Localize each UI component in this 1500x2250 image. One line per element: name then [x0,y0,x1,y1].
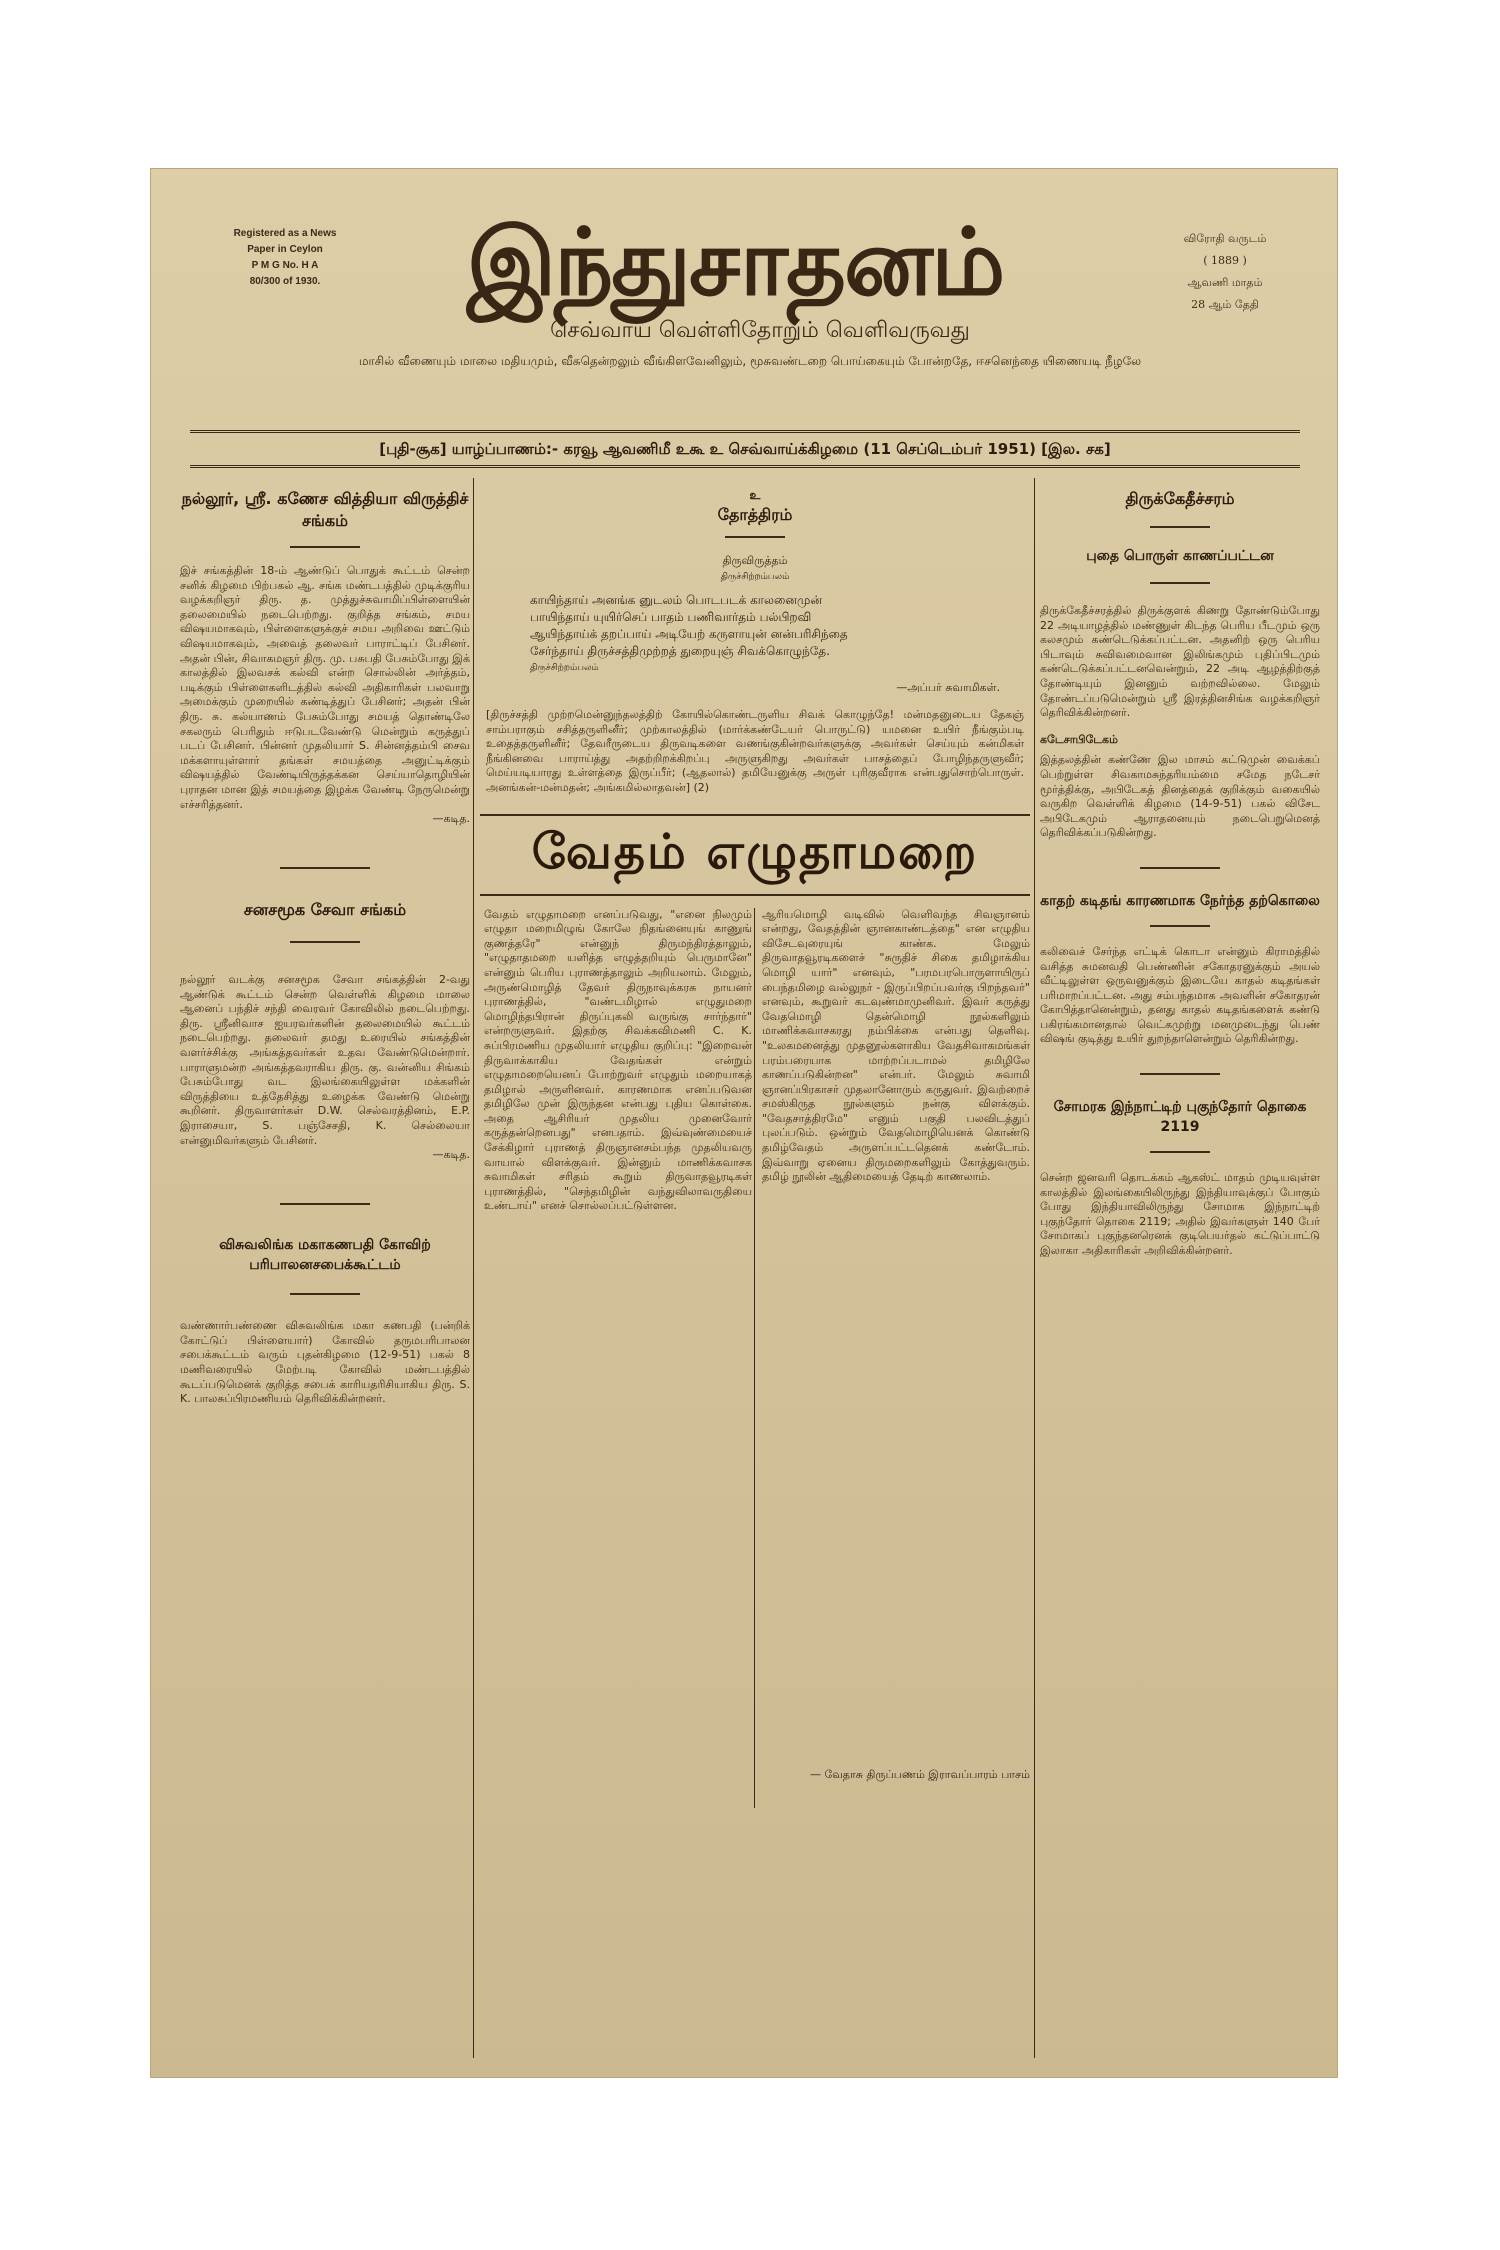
issue-meta [1130,228,1320,316]
divider [280,867,370,869]
subcolumn-divider [754,908,755,1808]
poem-author: —அப்பர் சுவாமிகள். [896,681,1000,694]
article-body: நல்லூர் வடக்கு சனசமூக சேவா சங்கத்தின் 2-வது ஆண்டுக் கூட்டம் சென்ற வெள்ளிக் கிழமை மாலை ஆனைப் பந்திச் சந்தி வைரவர் கோவிலில் நடைபெற்றது. திரு. ஸ்ரீனிவாச ஐயரவர்களின் தலைமையில் கூட்டம் நடைபெற்றது. தலைவர் தமது உரையில் சங்கத்தின் வளர்ச்சிக்கு அங்கத்தவர்கள் உதவ வேண்டுமென்றார். பாராளுமன்ற அங்கத்தவராகிய திரு. கு. வன்னிய சிங்கம் பேசும்போது வட இலங்கையிலுள்ள மக்களின் விருத்தியை உத்தேசித்து உழைக்க வேண்டு மென்று கூறினர். திருவாளர்கள் D.W. செல்வரத்தினம், E.P. இராசையா, S. பஞ்சேசதி, K. செல்லையா என்னுமிவர்களும் பேசினர். [180,973,470,1147]
feature-column-2: ஆரியமொழி வடிவில் வெளிவந்த சிவஞானம் என்றது, வேதத்தின் ஞானகாண்டத்தை" என எழுதிய விசேடவுரையுங் காண்க. மேலும் திருவாதவூரடிகளைச் "சுருதிச் சிகை தமிழாக்கிய மொழி யார்" எனவும், "பரமபரபொருளாயிருப் பைந்தமிழை வல்லுநர் - இருப்பிறப்பவர்கு பிறந்தவர்" எனவும், கூறுவர் கடவுண்மாமுனிவர். இவர் கருத்து வேதமொழி தென்மொழி நூல்களிலும் மாணிக்கவாசகரது நம்பிக்கை என்பது தெளிவு. "உலகமனைத்து முதனூல்களாகிய வேதசிவாகமங்கள் பரம்பரையாக மாற்றப்படாமல் தமிழிலே காணப்படுகின்றன" என்பர். மேலும் சுவாமி ஞானப்பிரகாசர் முதலானோரும் கருதுவர். இவற்றைச் சமஸ்கிருத நூல்களும் நன்கு விளக்கும். "வேதசாத்திரமே" எனும் பகுதி பலவிடத்துப் புலப்படும். ஒன்றும் வேதமொழியெனக் கொண்டு தமிழ்வேதம் அருளப்பட்டதெனக் கண்டோம். இவ்வாறு ஏனைய திருமறைகளிலும் கோத்துவரும். தமிழ் நூலின் ஆதிமையைத் தேடிற் காணலாம். [762,907,1030,1184]
registration-line-4: 80/300 of 1930. [249,276,321,287]
article-heading: சனசமூக சேவா சங்கம் [243,900,407,920]
article-heading: திருக்கேதீச்சரம் [1125,489,1235,508]
article-body: இச் சங்கத்தின் 18-ம் ஆண்டுப் பொதுக் கூட்டம் சென்ற சனிக் கிழமை பிற்பகல் ஆ. சங்க மண்டபத்தில் முடிக்குரிய வழக்கறிஞர் திரு. த. முத்துச்சுவாமிப்பிள்ளையின் தலைமையில் நடைபெற்றது. குறித்த சங்கம், சமய விஷயமாகவும், பிள்ளைகளுக்குச் சமய அறிவை ஊட்டும் விஷயமாகவும், அவைத் தலைவர் பாராட்டிப் பேசினர். அதன் பின், சிவாகமஞர் திரு. மு. பசுபதி பேசும்போது இக் காலத்தில் இலவசக் கல்வி என்ற சொல்லின் அர்த்தம், படிக்கும் பிள்ளைகளிடத்தில் கல்வி அதிகாரிகள் பலவாறு அமைக்கும் முறையில் கண்டித்துப் பேசினர்; அதன் பின் திரு. சு. கல்யாணம் பேசும்போது சமயத் தொண்டிலே சகலரும் பெரிதும் ஈடுபடவேண்டு மென்றும் கருத்துப் படப் பேசினர். பின்னர் முதலியார் S. சின்னத்தம்பி சைவ மக்களாயுள்ளார் தங்கள் சமயத்தை அனுட்டிக்கும் விஷயத்தில் வேண்டியிருத்தக்கன செய்யாதொழியின் புராதன மான இத் சமயத்தை இழக்க வேண்டி நேருமென்று எச்சரித்தனர். [180,564,470,811]
registration-note [210,226,360,290]
feature-headline: வேதம் எழுதாமறை [480,814,1030,896]
article-subheading: கடேசாபிடேகம் [1040,732,1118,746]
divider [290,546,360,548]
issue-day: 28 ஆம் தேதி [1191,298,1259,311]
feature-column-1: வேதம் எழுதாமறை எனப்படுவது, "எனை நிலமும் எழுதா மறைமிழுங் கோலே நிதங்னையுங் காணுங் குணத்தரே" என்னுந் திருமந்திரத்தாலும், "எழுதாதமறை யளித்த எழுத்தறியும் பெருமானே" என்னும் பெரிய புராணத்தாலும் அறியலாம். மேலும், அருண்மொழித் தேவர் திருநாவுக்கரசு நாயனர் புராணத்தில், "வண்டமிழால் எழுதுமறை மொழிந்தபிரான் திருப்புகலி வருங்கு சார்ந்தார்" என்றருளுவர். இதற்கு சிவக்கவிமணி C. K. சுப்பிரமணிய முதலியார் எழுதிய குறிப்பு: "இறைவன் திருவாக்காகிய வேதங்கள் என்றும் எழுதாமறையெனப் போற்றுவர் எழுதும் மறையாகத் தமிழால் அருளினவர். காரணமாக எனப்படுவன தமிழிலே முன் இருந்தன என்பது புதிய கொள்கை. அதை ஆசிரியர் முதலிய முனைவோர் கருத்தன்றெனபது" எனபதாம். இவ்வுண்மையைச் சேக்கிழார் புராணத் திருஞானசம்பந்த முதலியவரு வாயால் விளக்குவர். இன்னும் மாணிக்கவாசக சுவாமிகள் சரிதம் கூறும் திருவாதவூரடிகள் புராணத்தில், "செந்தமிழின் வந்துவிலாவருதியை உண்டாய்" எனச் சொல்லப்பட்டுள்ளன. [484,907,752,1213]
publication-frequency: செவ்வாய் வெள்ளிதோறும் வெளிவருவது [550,318,970,343]
left-column [180,488,470,2058]
poem-line: காயிந்தாய் அனங்க னுடலம் பொடபடக் காலனைமுன் [530,593,822,607]
registration-line-3: P M G No. H A [251,260,319,271]
poem-line: ஆயிந்தாய்க் தறப்பாய் அடியேற் கருளாயுன் னன்பரிசிந்தை [530,627,848,641]
article-heading: சோமரக இந்நாட்டிற் புகுந்தோர் தொகை 2119 [1053,1099,1307,1136]
article-heading: நல்லூர், ஸ்ரீ. கணேச வித்தியா விருத்திச் சங்கம் [181,489,469,530]
right-column [1040,488,1320,2058]
article-body: இத்தலத்தின் கண்ணே இல மாசம் கட்டுமுன் வைக்கப் பெற்றுள்ள சிவகாமசுந்தரியம்மை சமேத நடேசர் மூர்த்திக்கு, அபிடேகத் தினத்தைக் குறிக்கும் வகையில் வருகிற வெள்ளிக் கிழமை (14-9-51) பகல் விசேட அபிடேகமும் ஆராதனையும் நடைபெறுமெனத் தெரிவிக்கப்படுகின்றது. [1040,753,1320,840]
poem-label: திருவிருத்தம் [722,554,788,567]
poem [480,586,1030,677]
masthead-motto: மாசில் வீணையும் மாலை மதியமும், வீசுதென்றலும் வீங்கிளவேனிலும், மூசுவண்டறை பொய்கையும் போன்றதே, ஈசனெந்தை யிணையடி நீழலே [358,354,1142,368]
newspaper-title: இந்துசாதனம் [466,209,1004,316]
article-heading: விசுவலிங்க மகாகணபதி கோவிற் பரிபாலனசபைக்கூட்டம் [219,1237,431,1274]
divider [1150,582,1210,584]
divider [1140,1073,1220,1075]
article-body: வண்ணார்பண்ணை விசுவலிங்க மகா கணபதி (பன்றிக் கோட்டுப் பிள்ளையார்) கோவில் தருமபரிபாலன சபைக்கூட்டம் வரும் புதன்கிழமை (12-9-51) பகல் 8 மணிவரையில் மேற்படி கோவில் மண்டபத்தில் கூடப்படுமெனக் குறித்த சபைக் காரியதரிசியாகிய திரு. S. K. பாலசுப்பிரமணியம் தெரிவிக்கின்றனர். [180,1319,470,1406]
article-body: திருக்கேதீச்சரத்தில் திருக்குளக் கிணறு தோண்டும்போது 22 அடியாழத்தில் மண்ணுள் கிடந்த பெரிய பீடமும் ஒரு கலசமும் கண்டெடுக்கப்பட்டன. அதனிற் ஒரு பெரிய பிடாவும் சுவிவமைவான இலிங்கமும் புதிப்பிடமும் கண்டெடுக்கப்பட்டனவென்றும், 22 அடி ஆழத்திற்குத் தோண்டியும் இனனும் வற்றவில்லை. மேலும் தோண்டப்படுமென்றும் ஸ்ரீ இரத்தினசிங்க வழக்கறிஞர் தெரிவிக்கின்றனர். [1040,604,1320,720]
article-heading: காதற் கடிதங் காரணமாக நேர்ந்த தற்கொலை [1040,892,1320,909]
poem-line: பாயிந்தாய் யுயிர்செப் பாதம் பணிவார்தம் பல்பிறவி [530,610,812,624]
poem-end: திருச்சிற்றம்பலம் [530,663,599,673]
divider [280,1203,370,1205]
article-signature: —கடித. [432,812,470,826]
registration-line-1: Registered as a News [233,228,337,239]
article-signature: —கடித. [432,1148,470,1162]
column-divider-2 [1034,478,1035,2058]
divider [290,941,360,943]
article-body: சென்ற ஜனவரி தொடக்கம் ஆகஸ்ட் மாதம் முடியவுள்ள காலத்தில் இலங்கையிலிருந்து இந்தியாவுக்குப் போகும் போது இந்தியாவிலிருந்து சோமாக இந்நாட்டிற் புகுந்தோர் தொகை 2119; அதில் இவர்களுள் 140 பேர் சோமாகப் புகுந்தனரெனக் குடிபெயர்தல் கட்டுப்பாட்டு இலாகா அதிகாரிகள் அறிவிக்கின்றனர். [1040,1171,1320,1258]
poem-commentary: [திருச்சத்தி முற்றமென்னுந்தலத்திற் கோயில்கொண்டருளிய சிவக் கொழுந்தே! மன்மதனுடைய தேகஞ் சாம்பராகும் சசித்தருளினீர்; முற்காலத்தில் (மார்க்கண்டேயர் பொருட்டு) யமனை உயிர் நீங்கும்படி உதைத்தருளினீர்; தேவரீருடைய திருவடிகளை வணங்குகின்றவர்களுக்கு அவர்கள் செய்யும் கன்மிகள் நீங்கினவை பாராய்த்து அதற்றிறக்கிறப்பு அருளுகிறது அவர்கள் பாசத்தைப் போழிந்தருளுவீர்; மெய்யடியாரது உள்ளத்தை இருப்பீர்; (ஆதலால்) தமியேனுக்கு அருள் புரிகுவீராக என்பதுசொற்பொருள். அனங்கன்-மன்மதன்; அங்கமில்லாதவன்] (2) [486,708,1024,794]
section-heading: தோத்திரம் [717,505,793,524]
middle-column [480,488,1030,2058]
newspaper-page [150,168,1338,2078]
divider [725,536,785,538]
feature-signature: — வேதாசு திருப்பணம் இராவப்பாரம் பாசம் [809,1767,1030,1781]
divider [1140,867,1220,869]
year-name: விரோதி வருடம் [1183,232,1267,245]
month-name: ஆவணி மாதம் [1187,276,1263,289]
divider [1150,1151,1210,1153]
column-divider-1 [473,478,474,2058]
feature-body [480,908,1030,1808]
dateline: [புதி-சூக] யாழ்ப்பாணம்:- கரவூ ஆவணிமீ உகூ உ செவ்வாய்க்கிழமை (11 செப்டெம்பர் 1951) [இல. சக] [190,430,1300,468]
divider [290,1293,360,1295]
divider [1150,925,1210,927]
article-subheading: புதை பொருள் காணப்பட்டன [1086,548,1274,564]
poem-subtitle: திருச்சிற்றம்பலம் [720,572,790,582]
poem-line: சேர்ந்தாய் திருச்சத்திமுற்றத் துறையுஞ் சிவக்கொழுந்தே. [530,644,830,658]
registration-line-2: Paper in Ceylon [247,244,323,255]
invocation-mark: உ [749,488,761,502]
year-number: ( 1889 ) [1203,254,1247,267]
article-body: கலிவைச் சேர்ந்த எட்டிக் கொடா என்னும் கிராமத்தில் வசித்த சுமனவதி பெண்ணின் சகோதரனுக்கும் அயல் வீட்டிலுள்ள ஒருவனுக்கும் இடையே காதல் கடிதங்கள் பரிமாறப்பட்டன. அது சம்பந்தமாக அவளின் சகோதரன் கோபித்தானென்றும், தனது காதல் கடிதங்களைக் கண்டு பகிரங்கமானதால் வெட்கமுற்று மனமுடைந்து பெண் விஷங் குடித்து உயிர் துறந்தாளென்றும் தெரிகின்றது. [1040,944,1320,1046]
divider [1150,526,1210,528]
